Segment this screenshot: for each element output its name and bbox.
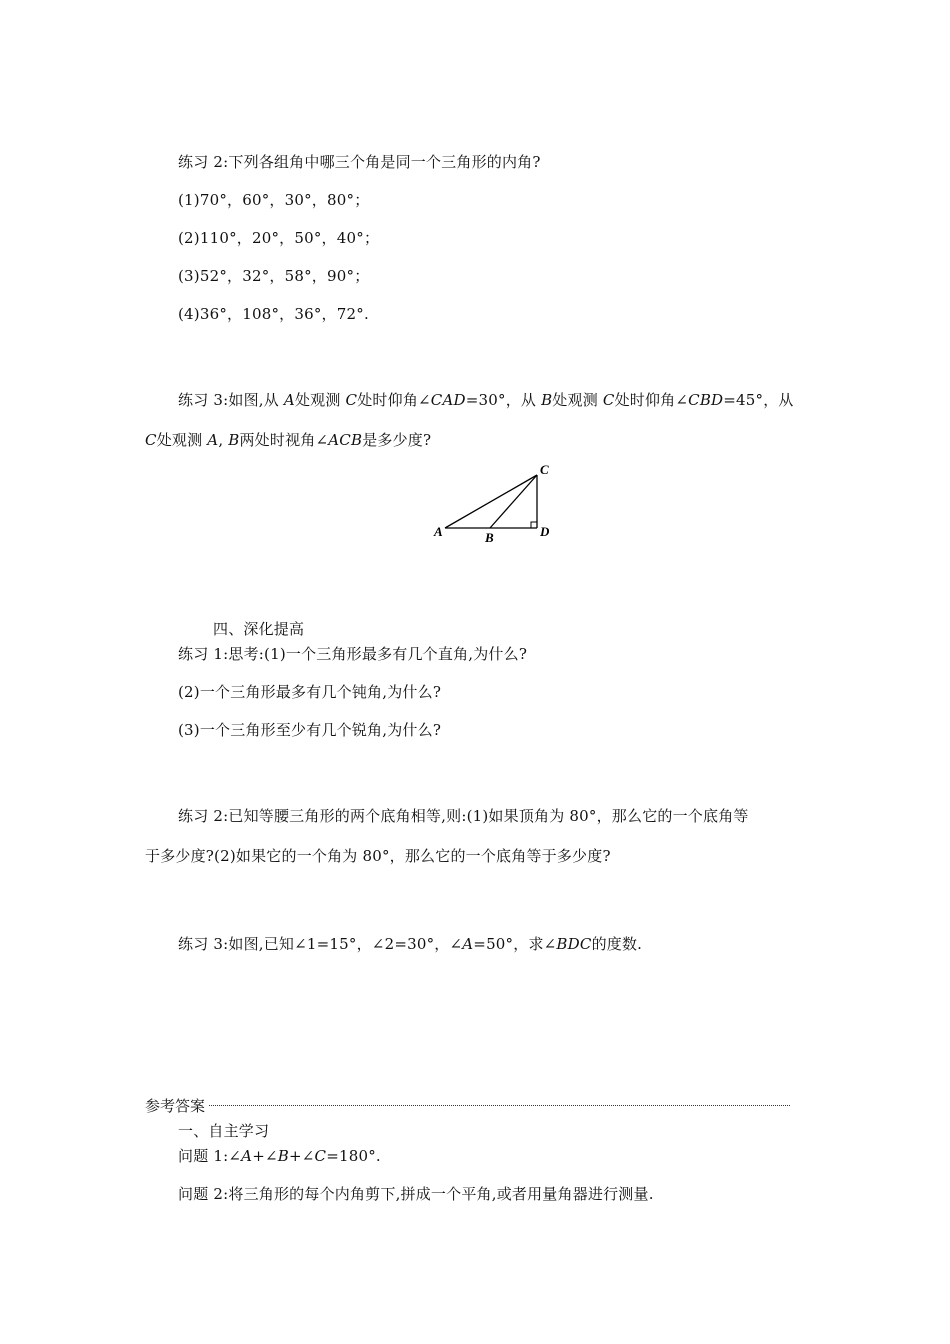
answers-section1-title: 一、自主学习 [178,1122,270,1140]
answers-question1: 问题 1:∠A+∠B+∠C=180°. [178,1147,381,1165]
answer-header [145,1096,790,1116]
segment-bc [490,475,537,528]
practice2-item-4: (4)36°，108°，36°，72°. [178,305,369,323]
label-d: D [540,524,550,539]
dotted-rule [209,1105,790,1106]
label-c: C [540,462,549,477]
section4-practice3: 练习 3:如图,已知∠1=15°，∠2=30°，∠A=50°，求∠BDC的度数. [178,935,643,953]
practice3-line1: 练习 3:如图,从 A处观测 C处时仰角∠CAD=30°，从 B处观测 C处时仰角∠CBD=45°，从 [178,391,794,409]
practice3-line2: C处观测 A, B两处时视角∠ACB是多少度? [145,431,432,449]
right-angle-mark [531,522,537,528]
triangle-diagram [430,460,560,545]
segment-ac [445,475,537,528]
answers-question2: 问题 2:将三角形的每个内角剪下,拼成一个平角,或者用量角器进行测量. [178,1185,654,1203]
section4-practice2-line2: 于多少度?(2)如果它的一个角为 80°，那么它的一个底角等于多少度? [145,847,611,865]
practice2-item-1: (1)70°，60°，30°，80°； [178,191,370,209]
section4-practice1-line1: 练习 1:思考:(1)一个三角形最多有几个直角,为什么? [178,645,528,663]
section4-practice1-line3: (3)一个三角形至少有几个锐角,为什么? [178,721,442,739]
practice2-item-2: (2)110°，20°，50°，40°； [178,229,380,247]
triangle-figure [430,460,560,549]
section4-practice1-line2: (2)一个三角形最多有几个钝角,为什么? [178,683,442,701]
label-b: B [485,530,494,545]
section4-title: 四、深化提高 [213,620,305,638]
label-a: A [434,524,443,539]
answer-title: 参考答案 [145,1097,206,1115]
section4-practice2-line1: 练习 2:已知等腰三角形的两个底角相等,则:(1)如果顶角为 80°，那么它的一个底角等 [178,807,749,825]
practice2-item-3: (3)52°，32°，58°，90°； [178,267,370,285]
practice2-question: 练习 2:下列各组角中哪三个角是同一个三角形的内角? [178,153,541,171]
